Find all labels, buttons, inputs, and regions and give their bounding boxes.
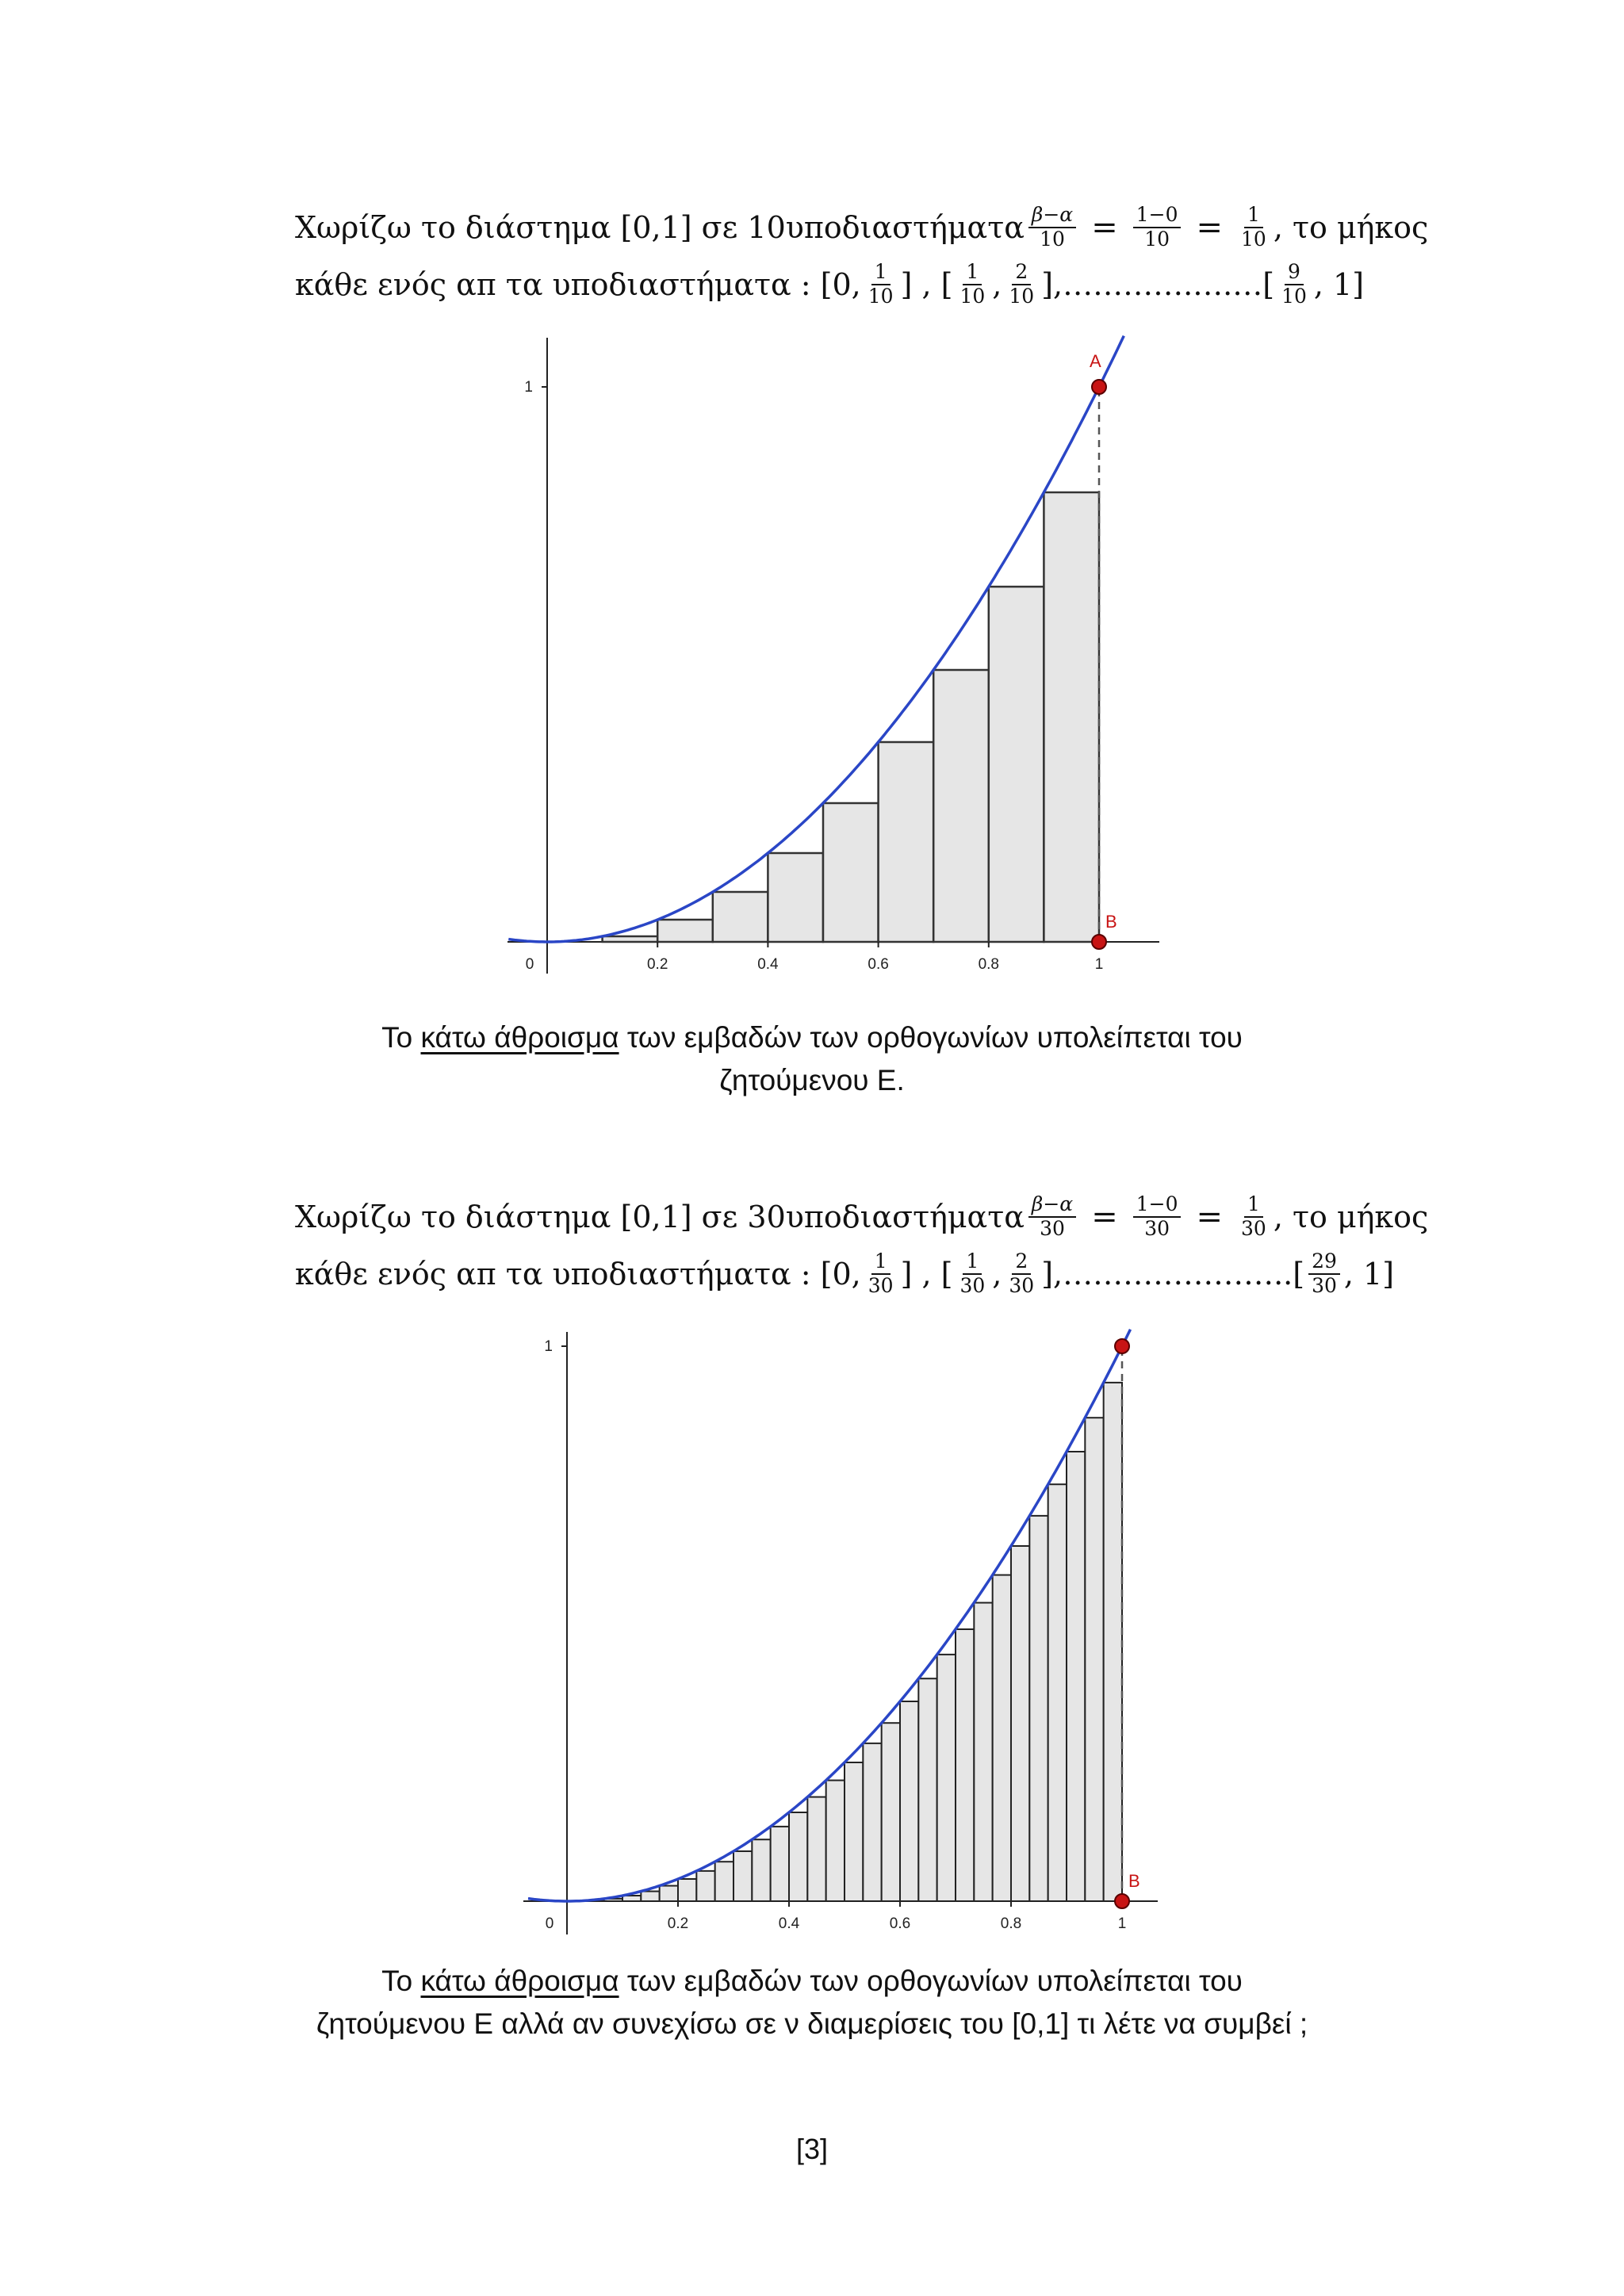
lower-sum-rectangle bbox=[823, 803, 879, 942]
lower-sum-rectangle bbox=[845, 1762, 863, 1901]
interval-tail: , 1] bbox=[1343, 1257, 1395, 1292]
lower-sum-rectangle bbox=[807, 1797, 825, 1901]
fraction-one-minus-zero: $\frac{1-0}{30}$ bbox=[1133, 1193, 1182, 1241]
interval-fraction: $\frac{1}{30}$ bbox=[959, 1249, 986, 1297]
x-tick-label: 0.4 bbox=[757, 956, 779, 973]
lower-sum-rectangle bbox=[733, 1851, 752, 1901]
section1-line1 bbox=[295, 200, 1428, 255]
point-b bbox=[1115, 1894, 1129, 1908]
fraction-one-over-n: $\frac{1}{10}$ bbox=[1241, 203, 1266, 251]
equals-sign: = bbox=[1196, 1199, 1223, 1235]
point-label-b: B bbox=[1128, 1871, 1140, 1891]
section1-caption-line1: Το κάτω άθροισμα των εμβαδών των ορθογωνίων υπολείπεται του bbox=[381, 1021, 1243, 1054]
interval-tail: , 1] bbox=[1313, 267, 1365, 302]
point-label-b: B bbox=[1105, 912, 1117, 932]
point-b bbox=[1092, 935, 1106, 949]
y-tick-label: 1 bbox=[544, 1338, 553, 1355]
section1-line2-text: κάθε ενός απ τα υποδιαστήματα : [0, bbox=[295, 267, 861, 302]
lower-sum-rectangle bbox=[715, 1862, 733, 1901]
fraction-one-minus-zero: $\frac{1-0}{10}$ bbox=[1133, 204, 1182, 251]
lower-sum-rectangle bbox=[956, 1629, 974, 1901]
lower-sum-rectangle bbox=[641, 1892, 659, 1901]
equals-sign: = bbox=[1091, 209, 1118, 246]
lower-sum-rectangle bbox=[789, 1812, 807, 1901]
section1-caption bbox=[0, 1016, 1624, 1102]
lower-sum-rectangle bbox=[937, 1655, 956, 1901]
interval-separator: ] , [ bbox=[900, 267, 953, 302]
point-top bbox=[1115, 1339, 1129, 1353]
interval-dots: ],…………………..[ bbox=[1041, 1257, 1305, 1292]
lower-sum-rectangle bbox=[696, 1871, 714, 1901]
lower-sum-rectangle bbox=[879, 742, 934, 942]
lower-sum-rectangle bbox=[900, 1701, 918, 1901]
section1-line1-tail: , το μήκος bbox=[1273, 210, 1429, 245]
lower-sum-rectangle bbox=[918, 1678, 936, 1901]
interval-separator: ] , [ bbox=[900, 1257, 953, 1292]
riemann-graph-30 bbox=[508, 1316, 1174, 1950]
section2-line2-text: κάθε ενός απ τα υποδιαστήματα : [0, bbox=[295, 1257, 861, 1292]
interval-fraction: $\frac{1}{30}$ bbox=[868, 1249, 894, 1297]
lower-sum-rectangle bbox=[713, 892, 768, 942]
point-label-a: A bbox=[1090, 351, 1101, 371]
x-tick-label: 0.8 bbox=[978, 956, 1000, 973]
section2-caption bbox=[0, 1960, 1624, 2045]
interval-comma: , bbox=[992, 267, 1002, 302]
graph1-content bbox=[508, 336, 1159, 974]
interval-dots: ],………….….…[ bbox=[1041, 267, 1275, 302]
lower-sum-rectangle bbox=[657, 920, 713, 942]
lower-sum-rectangle bbox=[771, 1827, 789, 1901]
x-tick-label: 0 bbox=[545, 1915, 554, 1932]
x-tick-label: 0.2 bbox=[646, 956, 668, 973]
x-tick-label: 0.4 bbox=[778, 1915, 800, 1932]
interval-fraction: $\frac{2}{10}$ bbox=[1009, 260, 1035, 308]
section2-line1-text: Χωρίζω το διάστημα [0,1] σε 30υποδιαστήματα bbox=[295, 1200, 1025, 1234]
lower-sum-rectangle bbox=[1011, 1546, 1029, 1901]
interval-fraction: $\frac{1}{10}$ bbox=[868, 260, 894, 308]
section1-line2 bbox=[295, 257, 1364, 312]
lower-sum-rectangle bbox=[1048, 1484, 1067, 1901]
lower-sum-rectangle bbox=[974, 1603, 992, 1901]
section1-caption-line2: ζητούμενου Ε. bbox=[719, 1064, 905, 1096]
fraction-one-over-n: $\frac{1}{30}$ bbox=[1241, 1192, 1266, 1240]
fraction-beta-minus-alpha: $\frac{\beta-\alpha}{30}$ bbox=[1028, 1193, 1076, 1241]
lower-sum-rectangle bbox=[933, 670, 989, 942]
fraction-beta-minus-alpha: $\frac{\beta-\alpha}{10}$ bbox=[1028, 204, 1076, 251]
interval-fraction: $\frac{9}{10}$ bbox=[1281, 260, 1307, 308]
graph2-content bbox=[523, 1330, 1158, 1934]
x-tick-label: 1 bbox=[1094, 956, 1104, 973]
equals-sign: = bbox=[1091, 1199, 1118, 1235]
x-tick-label: 1 bbox=[1117, 1915, 1127, 1932]
section2-line1-tail: , το μήκος bbox=[1273, 1200, 1429, 1234]
section2-line1 bbox=[295, 1189, 1428, 1245]
equals-sign: = bbox=[1196, 209, 1223, 246]
section2-caption-line1: Το κάτω άθροισμα των εμβαδών των ορθογωνίων υπολείπεται του bbox=[381, 1965, 1243, 1997]
lower-sum-rectangle bbox=[863, 1743, 881, 1901]
lower-sum-rectangle bbox=[1104, 1383, 1122, 1901]
lower-sum-rectangle bbox=[882, 1723, 900, 1901]
lower-sum-rectangle bbox=[1029, 1516, 1048, 1901]
x-tick-label: 0.6 bbox=[889, 1915, 911, 1932]
lower-sum-rectangle bbox=[752, 1839, 770, 1901]
x-tick-label: 0 bbox=[525, 956, 534, 973]
lower-sum-term: κάτω άθροισμα bbox=[420, 1021, 619, 1054]
lower-sum-rectangle bbox=[1085, 1418, 1103, 1901]
page-number: [3] bbox=[795, 2133, 829, 2165]
interval-comma: , bbox=[992, 1257, 1002, 1292]
lower-sum-rectangle bbox=[1067, 1452, 1085, 1901]
x-tick-label: 0.8 bbox=[1000, 1915, 1022, 1932]
lower-sum-rectangle bbox=[660, 1886, 678, 1901]
lower-sum-rectangle bbox=[989, 587, 1044, 942]
section1-line1-text: Χωρίζω το διάστημα [0,1] σε 10υποδιαστήματα bbox=[295, 210, 1025, 245]
lower-sum-rectangle bbox=[826, 1781, 845, 1901]
interval-fraction: $\frac{2}{30}$ bbox=[1009, 1249, 1035, 1297]
x-tick-label: 0.2 bbox=[667, 1915, 689, 1932]
lower-sum-rectangle bbox=[993, 1575, 1011, 1901]
interval-fraction: $\frac{29}{30}$ bbox=[1308, 1250, 1340, 1298]
lower-sum-term: κάτω άθροισμα bbox=[420, 1965, 619, 1997]
lower-sum-rectangle bbox=[1044, 492, 1099, 942]
lower-sum-rectangle bbox=[603, 936, 658, 942]
interval-fraction: $\frac{1}{10}$ bbox=[959, 260, 986, 308]
riemann-graph-10 bbox=[500, 333, 1174, 983]
point-a bbox=[1092, 380, 1106, 394]
y-tick-label: 1 bbox=[524, 379, 533, 396]
lower-sum-rectangle bbox=[768, 853, 823, 942]
section2-line2 bbox=[295, 1246, 1394, 1302]
x-tick-label: 0.6 bbox=[868, 956, 889, 973]
lower-sum-rectangle bbox=[678, 1879, 696, 1901]
section2-caption-line2: ζητούμενου Ε αλλά αν συνεχίσω σε ν διαμερίσεις του [0,1] τι λέτε να συμβεί ; bbox=[316, 2007, 1308, 2040]
